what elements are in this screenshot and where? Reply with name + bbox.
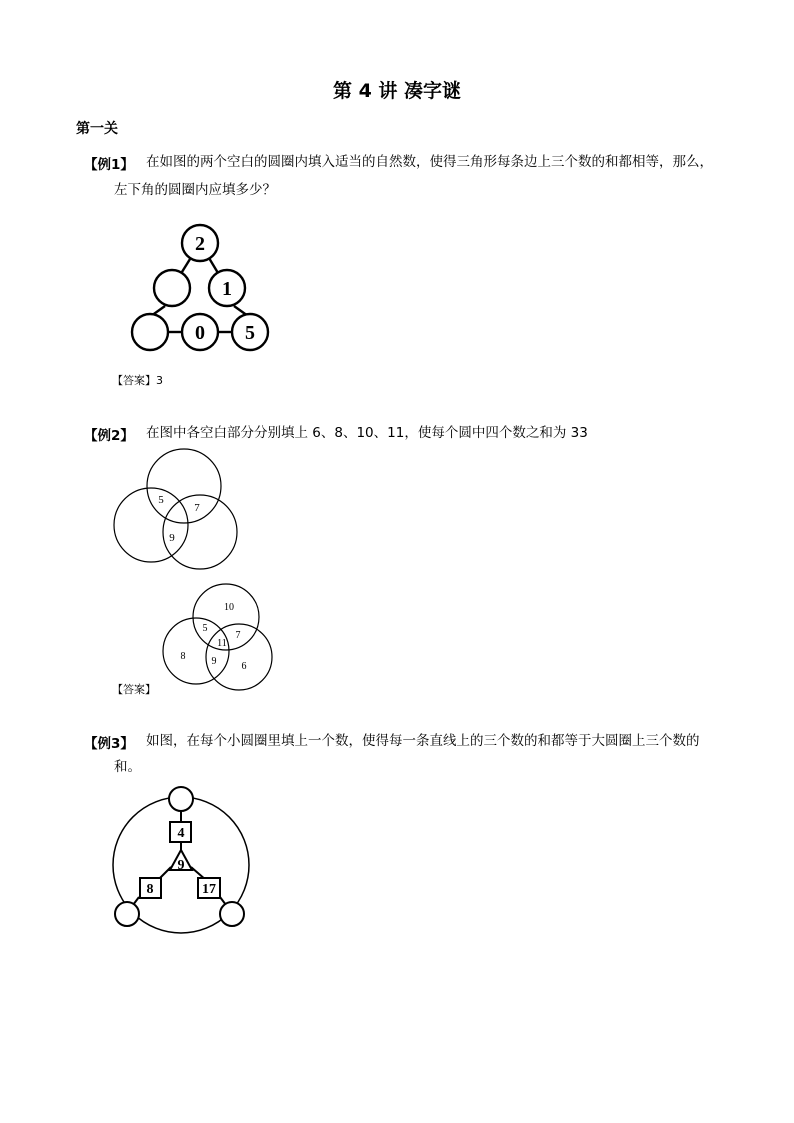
example-3-circle-figure bbox=[108, 783, 258, 943]
venn-circle-top bbox=[147, 449, 221, 523]
section-heading: 第一关 bbox=[76, 121, 118, 137]
page-title: 第 4 讲 凑字谜 bbox=[332, 80, 462, 102]
square-right-number: 17 bbox=[202, 882, 216, 897]
example-2-text-line1: 在图中各空白部分分别填上 6、8、10、11，使每个圆中四个数之和为 33 bbox=[146, 425, 588, 441]
small-circle-right-blank bbox=[220, 902, 244, 926]
circle-left-mid-blank bbox=[154, 270, 190, 306]
venn-value: 11 bbox=[217, 638, 227, 649]
example-1-text-line2: 左下角的圆圈内应填多少？ bbox=[114, 182, 276, 198]
circle-right-mid-number: 1 bbox=[222, 278, 232, 300]
venn-circle-left bbox=[114, 488, 188, 562]
example-1-triangle-figure bbox=[120, 215, 290, 360]
small-circle-left-blank bbox=[115, 902, 139, 926]
example-3-label: 【例3】 bbox=[84, 736, 134, 752]
venn-value: 9 bbox=[169, 532, 175, 544]
venn-value: 9 bbox=[211, 656, 217, 667]
circle-top-number: 2 bbox=[195, 233, 205, 255]
circle-bottom-right-number: 5 bbox=[245, 322, 255, 344]
square-top-number: 4 bbox=[177, 826, 185, 841]
small-circle-top-blank bbox=[169, 787, 193, 811]
example-3-text-line1: 如图，在每个小圆圈里填上一个数，使得每一条直线上的三个数的和都等于大圆圈上三个数的 bbox=[146, 733, 700, 749]
venn-value: 7 bbox=[235, 630, 241, 641]
example-2-answer: 【答案】 bbox=[112, 683, 156, 696]
example-1-label: 【例1】 bbox=[84, 157, 134, 173]
venn-value: 10 bbox=[224, 602, 234, 613]
venn-value: 7 bbox=[194, 502, 200, 514]
venn-value: 6 bbox=[241, 661, 247, 672]
square-left-number: 8 bbox=[146, 882, 154, 897]
example-2-answer-venn-figure bbox=[158, 580, 278, 692]
venn-circle-left bbox=[163, 618, 229, 684]
example-1-text-line1: 在如图的两个空白的圆圈内填入适当的自然数，使得三角形每条边上三个数的和都相等，那么， bbox=[146, 154, 713, 170]
triangle-center-number: 9 bbox=[177, 858, 185, 873]
example-3-text-line2: 和。 bbox=[114, 759, 141, 775]
venn-value: 8 bbox=[180, 651, 186, 662]
circle-bottom-left-blank bbox=[132, 314, 168, 350]
venn-value: 5 bbox=[202, 623, 208, 634]
venn-value: 5 bbox=[158, 494, 164, 506]
circle-bottom-mid-number: 0 bbox=[195, 322, 205, 344]
example-2-venn-figure bbox=[108, 446, 248, 572]
example-1-answer: 【答案】3 bbox=[112, 374, 163, 387]
example-2-label: 【例2】 bbox=[84, 428, 134, 444]
